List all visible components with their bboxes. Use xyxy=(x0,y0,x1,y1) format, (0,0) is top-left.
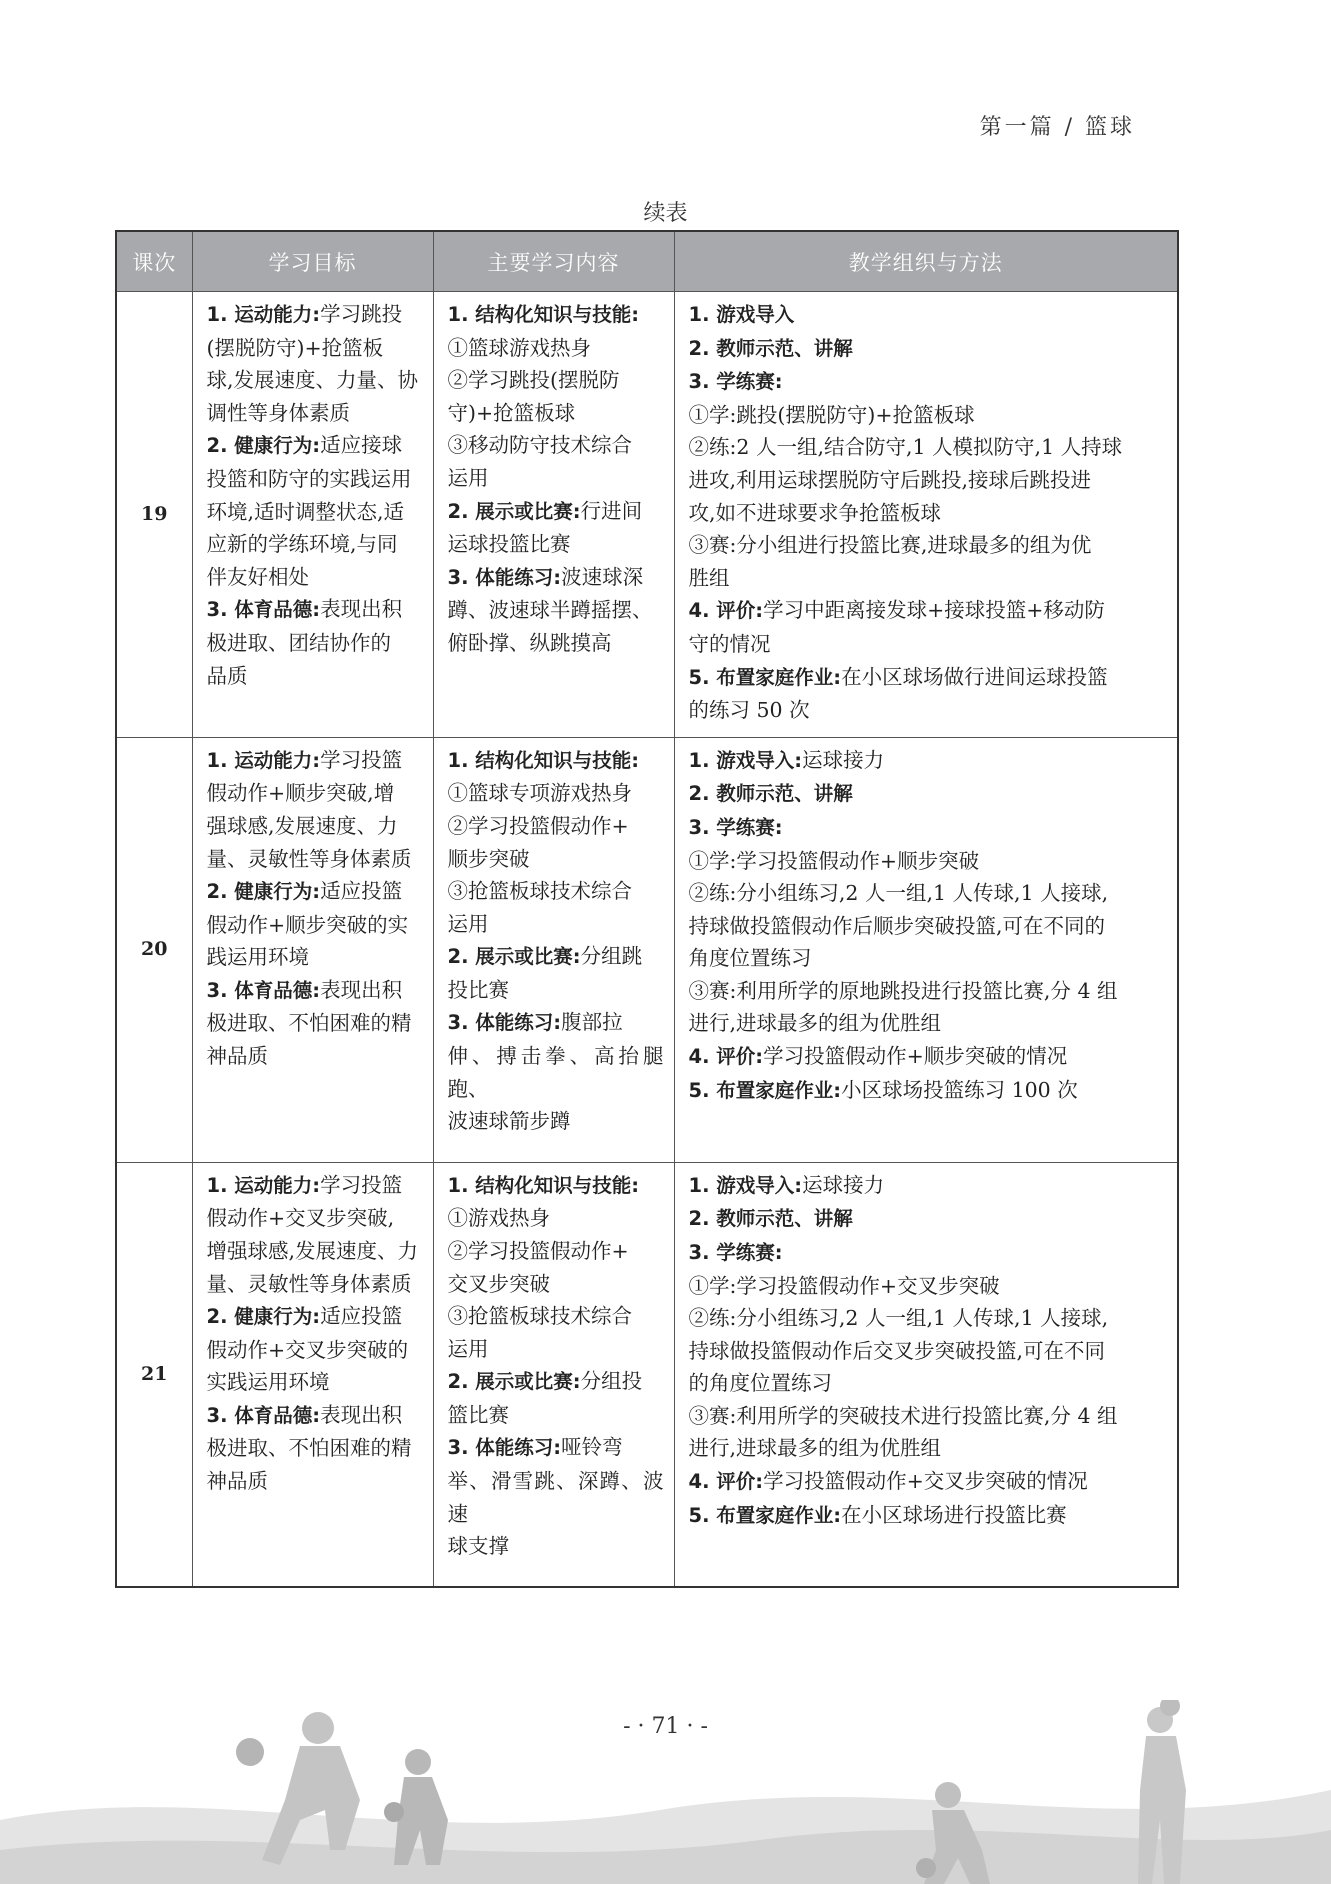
line-text: 的练习 50 次 xyxy=(688,698,810,723)
line-text: ①游戏热身 xyxy=(447,1206,550,1231)
cell-line xyxy=(689,661,1168,695)
cell-line xyxy=(207,1432,423,1465)
line-text: 极进取、不怕困难的精 xyxy=(206,1436,412,1461)
cell-line xyxy=(448,810,664,843)
bold-label: 3. 体能练习: xyxy=(447,1436,562,1460)
cell-line xyxy=(207,875,423,909)
bold-label: 5. 布置家庭作业: xyxy=(688,1078,842,1102)
line-text: ②练:分小组练习,2 人一组,1 人传球,1 人接球, xyxy=(688,881,1109,906)
line-text: 学习投篮假动作+顺步突破的情况 xyxy=(763,1044,1068,1069)
line-text: 守的情况 xyxy=(688,631,771,656)
line-text: 胜组 xyxy=(688,565,730,590)
cell-line xyxy=(207,298,423,332)
cell-line xyxy=(689,1432,1168,1465)
table-caption: 续表 xyxy=(643,201,688,226)
line-text: ③赛:利用所学的突破技术进行投篮比赛,分 4 组 xyxy=(688,1403,1118,1428)
line-text: 学习投篮假动作+交叉步突破的情况 xyxy=(763,1469,1088,1494)
cell-line xyxy=(689,845,1168,878)
line-text: ②学习投篮假动作+ xyxy=(447,1238,629,1263)
cell-line xyxy=(448,940,664,974)
learning-content-cell xyxy=(433,1162,674,1587)
cell-line xyxy=(207,744,423,778)
line-text: ②学习跳投(摆脱防 xyxy=(447,368,620,393)
table-header-row xyxy=(116,231,1178,292)
bold-label: 3. 体育品德: xyxy=(206,978,321,1002)
cell-line xyxy=(207,1399,423,1433)
cell-line xyxy=(689,1040,1168,1074)
cell-line xyxy=(448,875,664,908)
cell-line xyxy=(448,1365,664,1399)
cell-line xyxy=(207,1366,423,1399)
line-text: 伴友好相处 xyxy=(206,564,309,589)
cell-line xyxy=(689,399,1168,432)
line-text: 学习跳投 xyxy=(320,302,403,326)
teaching-methods-cell xyxy=(674,292,1178,738)
line-text: 波速球深 xyxy=(561,564,644,589)
line-text: ②练:分小组练习,2 人一组,1 人传球,1 人接球, xyxy=(688,1306,1109,1331)
cell-line xyxy=(689,910,1168,943)
learning-content-cell xyxy=(433,737,674,1162)
cell-line xyxy=(448,1235,664,1268)
line-text: 持球做投篮假动作后交叉步突破投篮,可在不同 xyxy=(688,1338,1106,1363)
cell-line xyxy=(689,1270,1168,1303)
cell-line xyxy=(448,1300,664,1333)
bold-label: 2. 健康行为: xyxy=(206,434,321,458)
cell-line xyxy=(207,777,423,810)
page-number: - · 71 · - xyxy=(623,1714,708,1739)
line-text: ③赛:利用所学的原地跳投进行投篮比赛,分 4 组 xyxy=(688,978,1118,1003)
cell-line xyxy=(207,1007,423,1040)
bold-label: 3. 体育品德: xyxy=(206,1403,321,1427)
table-row xyxy=(116,737,1178,1162)
lesson-number: 21 xyxy=(116,1162,192,1587)
cell-line xyxy=(689,975,1168,1008)
line-text: 极进取、团结协作的 xyxy=(206,630,391,655)
cell-line xyxy=(207,1235,423,1268)
cell-line xyxy=(448,744,664,778)
line-text: 适应投篮 xyxy=(320,879,403,904)
cell-line xyxy=(207,843,423,876)
learning-goals-cell xyxy=(192,292,433,738)
cell-line xyxy=(448,429,664,462)
cell-line xyxy=(207,1300,423,1334)
cell-line xyxy=(207,364,423,397)
line-text: 蹲、波速球半蹲摇摆、 xyxy=(447,598,653,623)
cell-line xyxy=(448,1399,664,1432)
table-row xyxy=(116,1162,1178,1587)
line-text: 适应接球 xyxy=(320,433,403,458)
cell-line xyxy=(689,1202,1168,1236)
cell-line xyxy=(207,397,423,430)
cell-line xyxy=(689,562,1168,595)
bold-label: 1. 运动能力: xyxy=(206,748,321,772)
line-text: 假动作+交叉步突破, xyxy=(206,1206,395,1231)
cell-line xyxy=(689,497,1168,530)
line-text: 运用 xyxy=(447,465,489,490)
bold-label: 5. 布置家庭作业: xyxy=(688,1503,842,1527)
cell-line xyxy=(448,843,664,876)
line-text: 践运用环境 xyxy=(206,945,309,970)
bold-label: 3. 体育品德: xyxy=(206,598,321,622)
column-header-lesson: 课次 xyxy=(116,231,192,292)
line-text: 强球感,发展速度、力 xyxy=(206,813,398,838)
cell-line xyxy=(448,1006,664,1040)
cell-line xyxy=(689,1499,1168,1533)
cell-line xyxy=(448,495,664,529)
line-text: ②学习投篮假动作+ xyxy=(447,813,629,838)
bold-label: 1. 游戏导入: xyxy=(688,748,803,772)
line-text: 交叉步突破 xyxy=(447,1271,550,1296)
bold-label: 2. 教师示范、讲解 xyxy=(688,782,853,806)
lesson-number: 19 xyxy=(116,292,192,738)
bold-label: 4. 评价: xyxy=(688,1045,764,1069)
line-text: 假动作+顺步突破的实 xyxy=(206,912,409,937)
line-text: 神品质 xyxy=(206,1044,268,1069)
cell-line xyxy=(689,529,1168,562)
cell-line xyxy=(689,811,1168,845)
line-text: ①学:学习投篮假动作+交叉步突破 xyxy=(688,1273,1000,1298)
cell-line xyxy=(689,332,1168,366)
column-header-content: 主要学习内容 xyxy=(433,231,674,292)
teaching-methods-cell xyxy=(674,737,1178,1162)
line-text: 伸、搏击拳、高抬腿跑、 xyxy=(447,1044,664,1101)
bold-label: 1. 结构化知识与技能: xyxy=(447,748,640,772)
page-header: 第一篇 / 篮球 xyxy=(979,115,1135,140)
bold-label: 3. 学练赛: xyxy=(688,370,783,394)
cell-line xyxy=(448,332,664,365)
bold-label: 2. 教师示范、讲解 xyxy=(688,336,853,360)
cell-line xyxy=(448,528,664,561)
line-text: 学习投篮 xyxy=(320,747,403,772)
line-text: ①学:学习投篮假动作+顺步突破 xyxy=(688,848,980,873)
bold-label: 4. 评价: xyxy=(688,1470,764,1494)
cell-line xyxy=(448,974,664,1007)
line-text: 极进取、不怕困难的精 xyxy=(206,1011,412,1036)
line-text: 角度位置练习 xyxy=(688,946,812,971)
cell-line xyxy=(207,528,423,561)
cell-line xyxy=(207,909,423,942)
line-text: 俯卧撑、纵跳摸高 xyxy=(447,630,612,655)
cell-line xyxy=(689,1367,1168,1400)
line-text: 进攻,利用运球摆脱防守后跳投,接球后跳投进 xyxy=(688,467,1092,492)
line-text: ①学:跳投(摆脱防守)+抢篮板球 xyxy=(688,402,975,427)
line-text: 神品质 xyxy=(206,1469,268,1494)
cell-line xyxy=(689,777,1168,811)
table-row xyxy=(116,292,1178,738)
line-text: 球,发展速度、力量、协 xyxy=(206,368,419,393)
cell-line xyxy=(689,431,1168,464)
line-text: ③赛:分小组进行投篮比赛,进球最多的组为优 xyxy=(688,533,1092,558)
cell-line xyxy=(207,1202,423,1235)
bold-label: 1. 运动能力: xyxy=(206,1173,321,1197)
line-text: 运用 xyxy=(447,911,489,936)
lesson-number: 20 xyxy=(116,737,192,1162)
line-text: 行进间 xyxy=(580,498,643,523)
bold-label: 3. 体能练习: xyxy=(447,1011,562,1035)
teaching-methods-cell xyxy=(674,1162,1178,1587)
cell-line xyxy=(689,744,1168,778)
cell-line xyxy=(207,593,423,627)
line-text: 运球投篮比赛 xyxy=(447,532,571,557)
cell-line xyxy=(448,1202,664,1235)
cell-line xyxy=(207,1465,423,1498)
cell-line xyxy=(689,365,1168,399)
line-text: 小区球场投篮练习 100 次 xyxy=(841,1077,1078,1102)
line-text: 球支撑 xyxy=(447,1534,509,1559)
bold-label: 2. 展示或比赛: xyxy=(447,1370,581,1394)
line-text: 分组投 xyxy=(580,1369,643,1394)
cell-line xyxy=(448,627,664,660)
line-text: 在小区球场进行投篮比赛 xyxy=(841,1502,1067,1527)
cell-line xyxy=(207,429,423,463)
bold-label: 2. 教师示范、讲解 xyxy=(688,1207,853,1231)
cell-line xyxy=(448,1105,664,1138)
bold-label: 4. 评价: xyxy=(688,599,764,623)
line-text: 品质 xyxy=(206,663,248,688)
line-text: 调性等身体素质 xyxy=(206,400,350,425)
cell-line xyxy=(207,810,423,843)
cell-line xyxy=(448,462,664,495)
bold-label: 3. 学练赛: xyxy=(688,815,783,839)
cell-line xyxy=(689,1465,1168,1499)
cell-line xyxy=(448,397,664,430)
cell-line xyxy=(689,1236,1168,1270)
cell-line xyxy=(448,1465,664,1530)
cell-line xyxy=(448,1530,664,1563)
line-text: ①篮球游戏热身 xyxy=(447,335,591,360)
bold-label: 5. 布置家庭作业: xyxy=(688,665,842,689)
line-text: 表现出积 xyxy=(320,1402,403,1427)
line-text: ③移动防守技术综合 xyxy=(447,433,632,458)
lesson-plan-table xyxy=(115,230,1179,1588)
cell-line xyxy=(448,1333,664,1366)
line-text: 哑铃弯 xyxy=(561,1435,623,1460)
cell-line xyxy=(689,1400,1168,1433)
line-text: 攻,如不进球要求争抢篮板球 xyxy=(688,500,942,525)
bold-label: 2. 健康行为: xyxy=(206,1305,321,1329)
line-text: 表现出积 xyxy=(320,597,403,622)
line-text: 量、灵敏性等身体素质 xyxy=(206,846,412,871)
learning-goals-cell xyxy=(192,737,433,1162)
line-text: (摆脱防守)+抢篮板 xyxy=(206,335,384,360)
cell-line xyxy=(207,561,423,594)
cell-line xyxy=(207,463,423,496)
bold-label: 1. 结构化知识与技能: xyxy=(447,303,640,326)
cell-line xyxy=(689,1302,1168,1335)
line-text: 假动作+交叉步突破的 xyxy=(206,1337,409,1362)
line-text: 投篮和防守的实践运用 xyxy=(206,466,412,491)
cell-line xyxy=(448,561,664,595)
line-text: 增强球感,发展速度、力 xyxy=(206,1238,419,1263)
cell-line xyxy=(689,942,1168,975)
line-text: ③抢篮板球技术综合 xyxy=(447,1304,632,1329)
line-text: 学习中距离接发球+接球投篮+移动防 xyxy=(763,598,1105,623)
cell-line xyxy=(689,628,1168,661)
line-text: 学习投篮 xyxy=(320,1172,403,1197)
bold-label: 1. 游戏导入 xyxy=(688,303,795,326)
line-text: ③抢篮板球技术综合 xyxy=(447,879,632,904)
cell-line xyxy=(448,777,664,810)
cell-line xyxy=(689,298,1168,332)
cell-line xyxy=(448,1169,664,1203)
bold-label: 2. 展示或比赛: xyxy=(447,499,581,523)
line-text: ②练:2 人一组,结合防守,1 人模拟防守,1 人持球 xyxy=(688,435,1123,460)
cell-line xyxy=(448,1268,664,1301)
line-text: 持球做投篮假动作后顺步突破投篮,可在不同的 xyxy=(688,913,1106,938)
line-text: 假动作+顺步突破,增 xyxy=(206,781,395,806)
line-text: 进行,进球最多的组为优胜组 xyxy=(688,1436,942,1461)
line-text: ①篮球专项游戏热身 xyxy=(447,781,632,806)
line-text: 篮比赛 xyxy=(447,1402,509,1427)
cell-line xyxy=(207,627,423,660)
line-text: 分组跳 xyxy=(580,944,643,969)
line-text: 在小区球场做行进间运球投篮 xyxy=(841,664,1108,689)
line-text: 进行,进球最多的组为优胜组 xyxy=(688,1011,942,1036)
bold-label: 1. 游戏导入: xyxy=(688,1173,803,1197)
learning-goals-cell xyxy=(192,1162,433,1587)
cell-line xyxy=(207,941,423,974)
line-text: 投比赛 xyxy=(447,977,509,1002)
cell-line xyxy=(207,660,423,693)
cell-line xyxy=(689,877,1168,910)
cell-line xyxy=(689,1074,1168,1108)
cell-line xyxy=(207,332,423,365)
cell-line xyxy=(207,974,423,1008)
cell-line xyxy=(689,694,1168,727)
line-text: 实践运用环境 xyxy=(206,1370,330,1395)
line-text: 运球接力 xyxy=(802,1172,885,1197)
cell-line xyxy=(689,1007,1168,1040)
line-text: 环境,适时调整状态,适 xyxy=(206,499,405,524)
bold-label: 2. 展示或比赛: xyxy=(447,945,581,969)
column-header-methods: 教学组织与方法 xyxy=(674,231,1178,292)
cell-line xyxy=(689,464,1168,497)
cell-line xyxy=(448,1040,664,1105)
cell-line xyxy=(207,1169,423,1203)
bold-label: 3. 体能练习: xyxy=(447,565,562,589)
cell-line xyxy=(448,908,664,941)
line-text: 表现出积 xyxy=(320,977,403,1002)
bold-label: 1. 结构化知识与技能: xyxy=(447,1173,640,1197)
bold-label: 2. 健康行为: xyxy=(206,880,321,904)
line-text: 量、灵敏性等身体素质 xyxy=(206,1271,412,1296)
line-text: 适应投篮 xyxy=(320,1304,403,1329)
cell-line xyxy=(207,1268,423,1301)
column-header-goals: 学习目标 xyxy=(192,231,433,292)
cell-line xyxy=(448,1431,664,1465)
cell-line xyxy=(207,496,423,529)
line-text: 举、滑雪跳、深蹲、波速 xyxy=(447,1469,664,1526)
cell-line xyxy=(689,1335,1168,1368)
cell-line xyxy=(448,364,664,397)
bold-label: 3. 学练赛: xyxy=(688,1240,783,1264)
line-text: 守)+抢篮板球 xyxy=(447,400,576,425)
cell-line xyxy=(448,594,664,627)
cell-line xyxy=(207,1334,423,1367)
line-text: 波速球箭步蹲 xyxy=(447,1109,571,1134)
cell-line xyxy=(448,298,664,332)
cell-line xyxy=(689,594,1168,628)
line-text: 应新的学练环境,与同 xyxy=(206,532,398,557)
line-text: 运用 xyxy=(447,1336,489,1361)
cell-line xyxy=(207,1040,423,1073)
line-text: 腹部拉 xyxy=(561,1010,623,1035)
line-text: 运球接力 xyxy=(802,747,885,772)
table-body xyxy=(116,292,1178,1588)
line-text: 的角度位置练习 xyxy=(688,1371,832,1396)
learning-content-cell xyxy=(433,292,674,738)
cell-line xyxy=(689,1169,1168,1203)
line-text: 顺步突破 xyxy=(447,846,530,871)
bold-label: 1. 运动能力: xyxy=(206,303,321,326)
